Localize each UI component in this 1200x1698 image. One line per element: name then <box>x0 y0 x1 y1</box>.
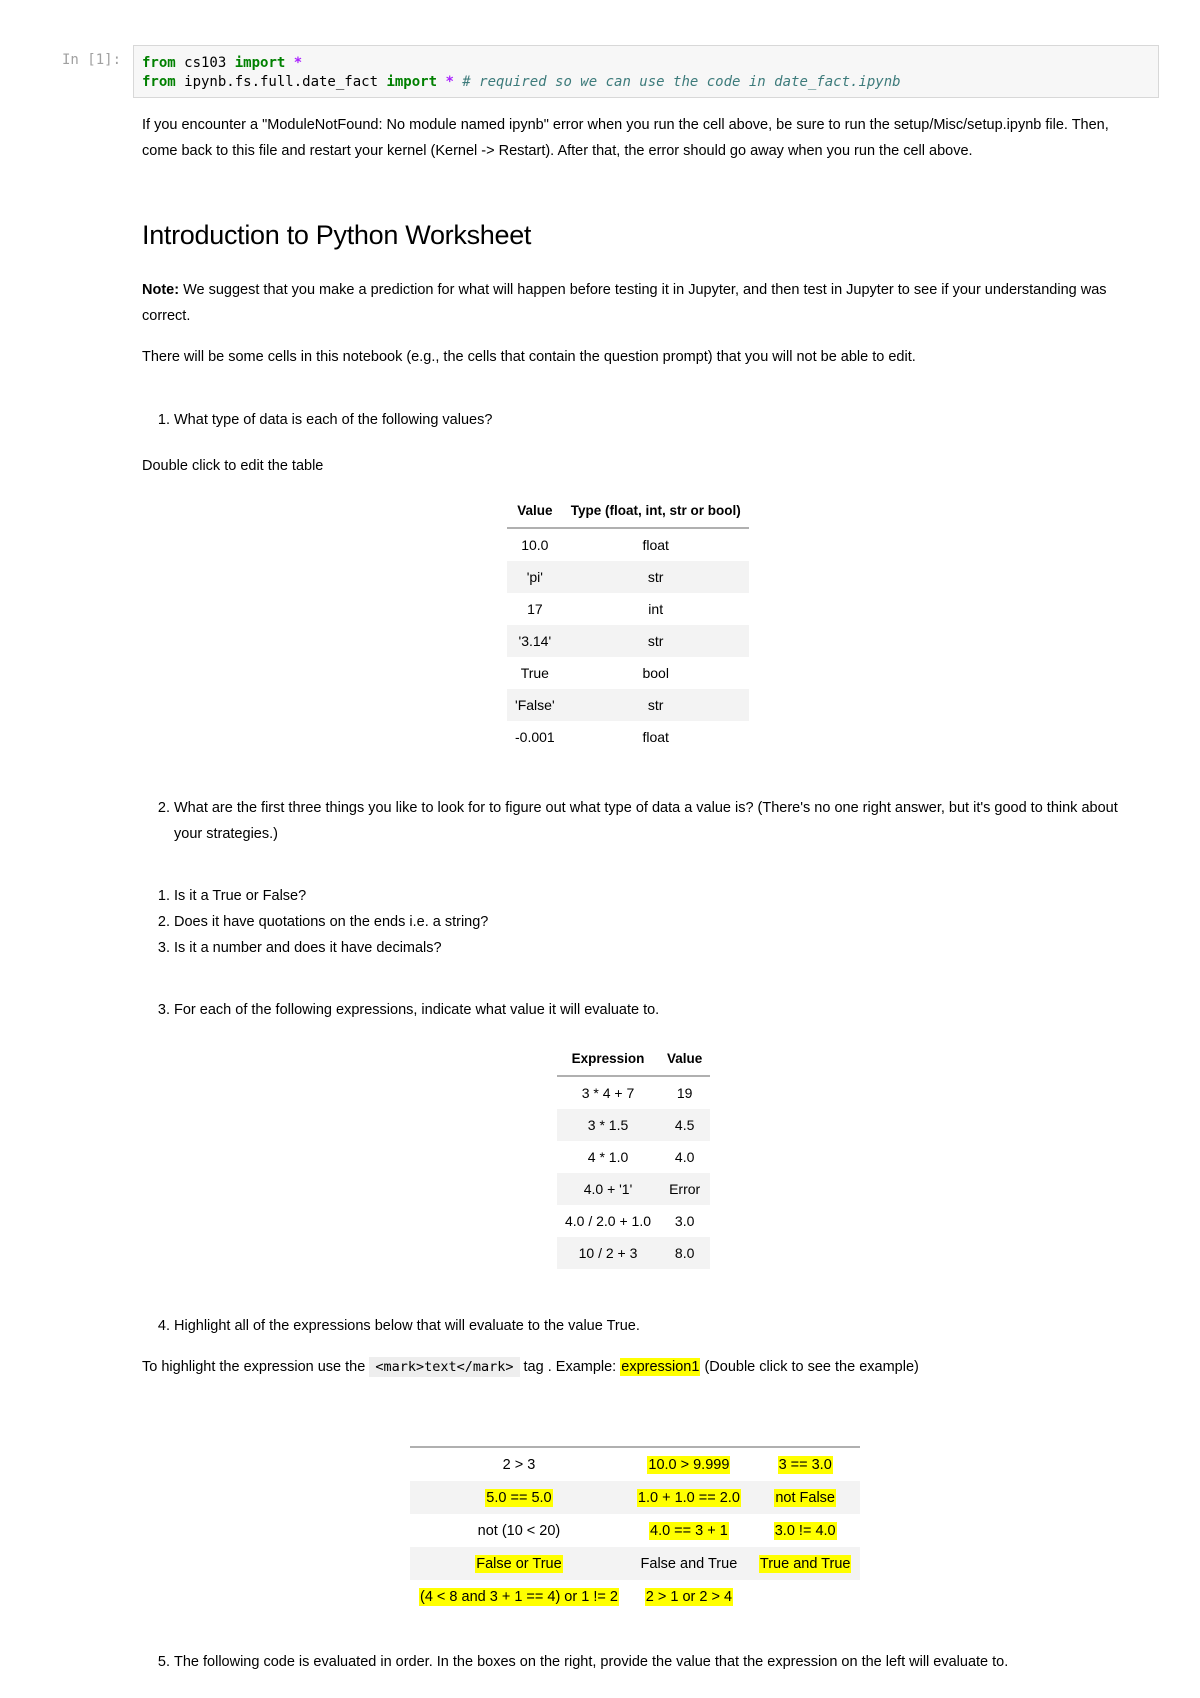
highlight-table-row <box>410 1514 860 1547</box>
highlight-table-row <box>410 1447 860 1481</box>
highlight-table-row <box>410 1547 860 1580</box>
module-name: ipynb.fs.full.date_fact <box>175 74 387 90</box>
type-table-row <box>507 561 749 593</box>
note-paragraph <box>142 277 1142 329</box>
type-table-row <box>507 593 749 625</box>
code-line-2 <box>142 74 901 90</box>
page-title: Introduction to Python Worksheet <box>142 220 532 250</box>
instr-text: To highlight the expression use the <box>142 1359 370 1375</box>
expression-table-row <box>557 1173 710 1205</box>
type-table-header: Value <box>507 493 563 528</box>
type-table-cell[interactable]: 10.0 <box>521 537 549 553</box>
question-2-text: 2. What are the first three things you like to look for to figure out what type of data a value is? (There's no one right answer, but it's good to think about your strategies.) <box>174 795 1142 847</box>
highlighted-expression: 10.0 > 9.999 <box>648 1456 730 1473</box>
expression-table-row <box>557 1076 710 1109</box>
question-1-hint: Double click to edit the table <box>142 458 324 474</box>
highlighted-expression: 3 == 3.0 <box>778 1456 832 1473</box>
highlighted-expression: 1.0 + 1.0 == 2.0 <box>637 1489 740 1506</box>
expression-table-cell[interactable]: 4.0 <box>674 1149 695 1165</box>
highlighted-expression: (4 < 8 and 3 + 1 == 4) or 1 != 2 <box>420 1588 618 1605</box>
expression-table-cell[interactable]: 4 * 1.0 <box>587 1149 629 1165</box>
expression-table-cell[interactable]: 3 * 1.5 <box>557 1109 659 1141</box>
type-table-row <box>507 689 749 721</box>
expression-table-cell[interactable]: 19 <box>676 1085 693 1101</box>
expression-table-cell[interactable]: 10 / 2 + 3 <box>557 1237 659 1269</box>
expression-table-cell[interactable]: 4.0 + '1' <box>557 1173 659 1205</box>
expression: False and True <box>640 1555 738 1572</box>
highlight-table-cell[interactable] <box>750 1514 861 1547</box>
question-2 <box>142 795 1142 847</box>
expression: 2 > 3 <box>502 1456 536 1473</box>
highlighted-expression: False or True <box>476 1555 562 1572</box>
type-table-cell[interactable]: 17 <box>527 601 543 617</box>
highlighted-expression: 2 > 1 or 2 > 4 <box>645 1588 733 1605</box>
keyword: import <box>234 55 286 71</box>
keyword: from <box>142 55 176 71</box>
expression-table-row <box>557 1205 710 1237</box>
operator: * <box>285 55 303 71</box>
type-table-cell[interactable]: 'False' <box>507 689 563 721</box>
expression-table-cell[interactable]: 4.0 / 2.0 + 1.0 <box>565 1213 652 1229</box>
highlighted-expression: 5.0 == 5.0 <box>486 1489 552 1506</box>
code-line-1 <box>142 55 302 71</box>
question-3-text: 3. For each of the following expressions, indicate what value it will evaluate to. <box>174 997 1142 1023</box>
type-table-cell[interactable]: bool <box>642 665 669 681</box>
code-cell[interactable] <box>133 45 1159 98</box>
highlight-table-cell[interactable] <box>628 1580 750 1613</box>
type-table-row <box>507 528 749 561</box>
expression-table-cell[interactable]: 3.0 <box>674 1213 695 1229</box>
highlight-table[interactable] <box>410 1446 860 1613</box>
highlight-table-cell[interactable] <box>410 1481 628 1514</box>
highlight-table-cell[interactable] <box>628 1481 750 1514</box>
expression-table-header: Value <box>659 1041 710 1076</box>
type-table-cell[interactable]: str <box>563 561 749 593</box>
question-4 <box>142 1313 1142 1339</box>
instr-text: (Double click to see the example) <box>700 1359 919 1375</box>
type-table-cell[interactable]: float <box>642 537 669 553</box>
type-table-cell[interactable]: str <box>563 689 749 721</box>
type-table-row <box>507 625 749 657</box>
code-comment: # required so we can use the code in date_fact.ipynb <box>453 74 901 90</box>
highlight-table-cell[interactable] <box>410 1447 628 1481</box>
type-table-cell[interactable]: -0.001 <box>515 729 555 745</box>
question-4-instructions <box>142 1354 1142 1380</box>
highlight-table-cell[interactable] <box>750 1580 861 1613</box>
answer-item: 2. Does it have quotations on the ends i.e. a string? <box>174 909 1142 935</box>
type-table-row <box>507 657 749 689</box>
expression: not (10 < 20) <box>477 1522 561 1539</box>
mark-tag-code: <mark>text</mark> <box>369 1357 519 1377</box>
expression-table-row <box>557 1141 710 1173</box>
note-label: Note: <box>142 282 180 298</box>
question-5-text: 5. The following code is evaluated in order. In the boxes on the right, provide the value that the expression on the left will evaluate to. <box>174 1649 1142 1675</box>
highlight-table-row <box>410 1481 860 1514</box>
highlight-table-cell[interactable] <box>410 1580 628 1613</box>
type-table-header: Type (float, int, str or bool) <box>563 493 749 528</box>
type-table-row <box>507 721 749 753</box>
edit-paragraph: There will be some cells in this notebook (e.g., the cells that contain the question prompt) that you will not be able to edit. <box>142 349 916 365</box>
type-table-cell[interactable]: '3.14' <box>507 625 563 657</box>
highlight-table-cell[interactable] <box>750 1547 861 1580</box>
highlighted-expression: True and True <box>759 1555 851 1572</box>
expression-table-header: Expression <box>557 1041 659 1076</box>
question-1 <box>142 407 1142 433</box>
note-text: We suggest that you make a prediction for what will happen before testing it in Jupyter, and then test in Jupyter to see if your understanding was correct. <box>142 282 1107 324</box>
expression-table-cell[interactable]: 3 * 4 + 7 <box>581 1085 635 1101</box>
highlighted-expression: 4.0 == 3 + 1 <box>650 1522 728 1539</box>
question-4-text: 4. Highlight all of the expressions below that will evaluate to the value True. <box>174 1313 1142 1339</box>
expression-table-cell[interactable]: Error <box>659 1173 710 1205</box>
highlight-table-cell[interactable] <box>628 1547 750 1580</box>
module-name: cs103 <box>175 55 235 71</box>
question-3 <box>142 997 1142 1023</box>
highlight-table-cell[interactable] <box>410 1547 628 1580</box>
answer-item: 3. Is it a number and does it have decimals? <box>174 935 1142 961</box>
answer-item: 1. Is it a True or False? <box>174 883 1142 909</box>
type-table-cell[interactable]: 'pi' <box>507 561 563 593</box>
intro-paragraph: If you encounter a "ModuleNotFound: No module named ipynb" error when you run the cell above, be sure to run the setup/Misc/setup.ipynb file. Then, come back to this file and restart your kernel (Kernel -> Restart). After that, the error should go away when you run the cell above. <box>142 117 1109 159</box>
type-table-cell[interactable]: str <box>563 625 749 657</box>
highlight-table-row <box>410 1580 860 1613</box>
highlight-table-cell[interactable] <box>410 1514 628 1547</box>
highlight-table-cell[interactable] <box>750 1481 861 1514</box>
cell-prompt: In [1]: <box>62 52 122 68</box>
type-table-cell[interactable]: float <box>642 729 669 745</box>
operator: * <box>437 74 454 90</box>
expression-table-cell[interactable]: 4.5 <box>659 1109 710 1141</box>
expression-table-row <box>557 1237 710 1269</box>
highlight-table-cell[interactable] <box>628 1514 750 1547</box>
type-table-cell[interactable]: int <box>648 601 664 617</box>
instr-text: tag . Example: <box>519 1359 621 1375</box>
question-1-text: 1. What type of data is each of the following values? <box>174 407 1142 433</box>
highlighted-expression: 3.0 != 4.0 <box>774 1522 836 1539</box>
question-2-answers <box>142 883 1142 961</box>
expression-table[interactable] <box>557 1041 710 1269</box>
highlight-table-cell[interactable] <box>750 1447 861 1481</box>
type-table-cell[interactable]: True <box>520 665 549 681</box>
keyword: import <box>386 74 438 90</box>
keyword: from <box>142 74 176 90</box>
highlighted-expression: not False <box>775 1489 835 1506</box>
expression-table-cell[interactable]: 8.0 <box>659 1237 710 1269</box>
type-table[interactable] <box>507 493 749 753</box>
highlight-table-cell[interactable] <box>628 1447 750 1481</box>
expression-table-row <box>557 1109 710 1141</box>
question-5 <box>142 1649 1142 1675</box>
highlighted-example: expression1 <box>621 1359 700 1375</box>
